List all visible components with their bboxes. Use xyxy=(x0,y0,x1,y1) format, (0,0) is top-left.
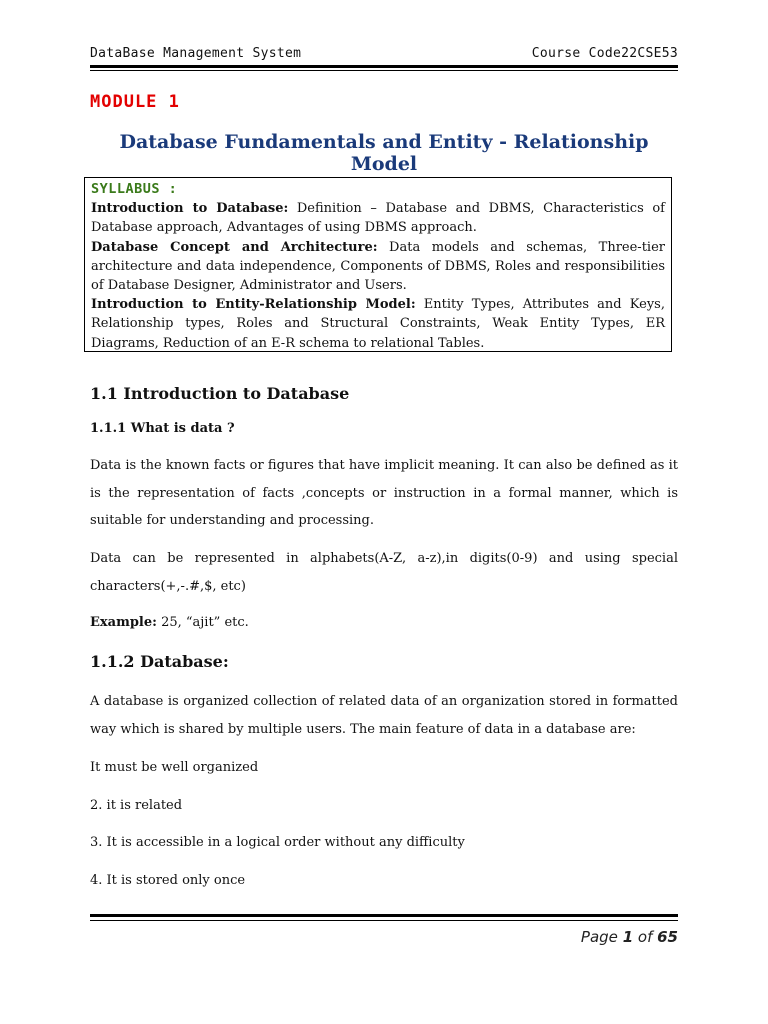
page-number xyxy=(581,928,678,946)
syllabus-item-text: Definition – Database and DBMS, Characteristics of Database approach, Advantages of using DBMS approach. xyxy=(91,201,665,236)
syllabus-heading: SYLLABUS : xyxy=(91,181,178,197)
feature-item: 2. it is related xyxy=(90,798,183,813)
paragraph-data-definition: Data is the known facts or figures that have implicit meaning. It can also be defined as it is the representation of facts ,concepts or instruction in a formal manner, which is suitable for understanding and processing. xyxy=(90,458,678,528)
page-header xyxy=(90,46,678,61)
header-rule-thin xyxy=(90,70,678,71)
feature-item: 3. It is accessible in a logical order without any difficulty xyxy=(90,835,465,850)
feature-item: It must be well organized xyxy=(90,760,259,775)
feature-item: 4. It is stored only once xyxy=(90,873,246,888)
header-course-name: DataBase Management System xyxy=(90,46,302,61)
syllabus-box xyxy=(84,177,672,352)
syllabus-item xyxy=(91,199,665,237)
syllabus-item xyxy=(91,295,665,353)
page-of: of xyxy=(633,928,658,946)
footer-rule-thin xyxy=(90,920,678,921)
module-label: MODULE 1 xyxy=(90,92,180,112)
subsection-heading-1-1-2: 1.1.2 Database: xyxy=(90,652,229,671)
subsection-heading-1-1-1: 1.1.1 What is data ? xyxy=(90,421,235,436)
syllabus-item-text: Data models and schemas, Three-tier architecture and data independence, Components of DBMS, Roles and responsibilities of Database Designer, Administrator and Users. xyxy=(91,239,665,294)
syllabus-item xyxy=(91,238,665,296)
syllabus-item-text: Entity Types, Attributes and Keys, Relationship types, Roles and Structural Constraints, Weak Entity Types, ER Diagrams, Reduction of an E-R schema to relational Tables. xyxy=(91,297,665,351)
paragraph-database-definition: A database is organized collection of related data of an organization stored in formatted way which is shared by multiple users. The main feature of data in a database are: xyxy=(90,694,678,737)
page-current: 1 xyxy=(622,928,634,946)
syllabus-item-title: Database Concept and Architecture: xyxy=(91,239,378,255)
page-total: 65 xyxy=(657,928,678,946)
page-prefix: Page xyxy=(580,928,623,946)
paragraph-data-representation: Data can be represented in alphabets(A-Z, a-z),in digits(0-9) and using special characters(+,-.#,$, etc) xyxy=(90,551,678,594)
footer-rule xyxy=(90,914,678,917)
section-heading-1-1: 1.1 Introduction to Database xyxy=(90,384,350,403)
example-line xyxy=(90,615,249,630)
header-course-code: Course Code22CSE53 xyxy=(531,46,678,61)
chapter-title: Database Fundamentals and Entity - Relationship Model xyxy=(119,131,649,175)
syllabus-item-title: Introduction to Database: xyxy=(91,201,289,217)
syllabus-item-title: Introduction to Entity-Relationship Model: xyxy=(91,297,416,313)
example-label: Example: xyxy=(90,615,157,630)
example-text: 25, “ajit” etc. xyxy=(156,615,249,630)
header-rule xyxy=(90,65,678,68)
